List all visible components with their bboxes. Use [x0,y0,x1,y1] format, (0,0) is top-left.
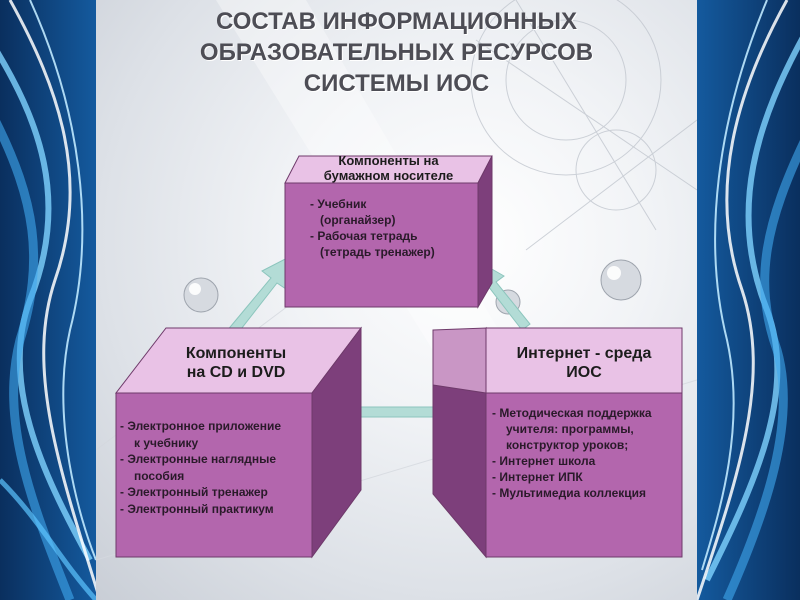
list-item: - Электронный тренажер [120,485,268,499]
arrow-cd-to-paper [226,256,291,338]
list-bullet: - [310,197,318,211]
list-item: - Электронные наглядные пособия [120,452,277,483]
paper-box-title-line-2: бумажном носителе [323,168,454,183]
cd-dvd-box-title-line-2: на CD и DVD [186,364,286,381]
list-bullet: - [492,470,500,484]
list-bullet: - [492,454,500,468]
left-decorative-border [0,0,96,600]
list-item: - Учебник (органайзер) [310,197,396,227]
list-item: - Интернет ИПК [492,470,583,484]
list-item: - Интернет школа [492,454,596,468]
cd-dvd-box-list [120,418,281,517]
list-bullet: - [120,501,128,516]
list-bullet: - [492,486,500,500]
cd-dvd-box-title [156,344,316,382]
list-bullet: - [120,485,128,499]
internet-box-title-line-2: ИОС [566,364,602,381]
list-item: - Электронное приложение к учебнику [120,419,282,450]
slide-title-line-1: СОСТАВ ИНФОРМАЦИОННЫХ [216,8,577,35]
paper-box-title [285,153,492,183]
internet-box-title [486,344,682,382]
list-item: - Рабочая тетрадь (тетрадь тренажер) [310,229,435,259]
list-bullet: - [120,419,128,433]
slide-title [96,6,697,99]
list-item: - Мультимедиа коллекция [492,486,647,500]
list-item: - Методическая поддержка учителя: программы, конструктор уроков; [492,406,652,452]
slide-canvas [96,0,697,600]
internet-box-title-line-1: Интернет - среда [516,345,652,362]
right-decorative-border [697,0,800,600]
list-bullet: - [310,229,318,243]
internet-box-list [492,405,652,501]
cd-dvd-box-title-line-1: Компоненты [185,345,287,362]
list-item: - Электронный практикум [120,501,274,516]
paper-box-title-line-1: Компоненты на [338,153,439,168]
slide-title-line-3: СИСТЕМЫ ИОС [303,70,490,97]
slide-title-line-2: ОБРАЗОВАТЕЛЬНЫХ РЕСУРСОВ [199,39,594,66]
list-bullet: - [120,452,128,466]
paper-box-list [310,196,435,260]
list-bullet: - [492,406,500,420]
